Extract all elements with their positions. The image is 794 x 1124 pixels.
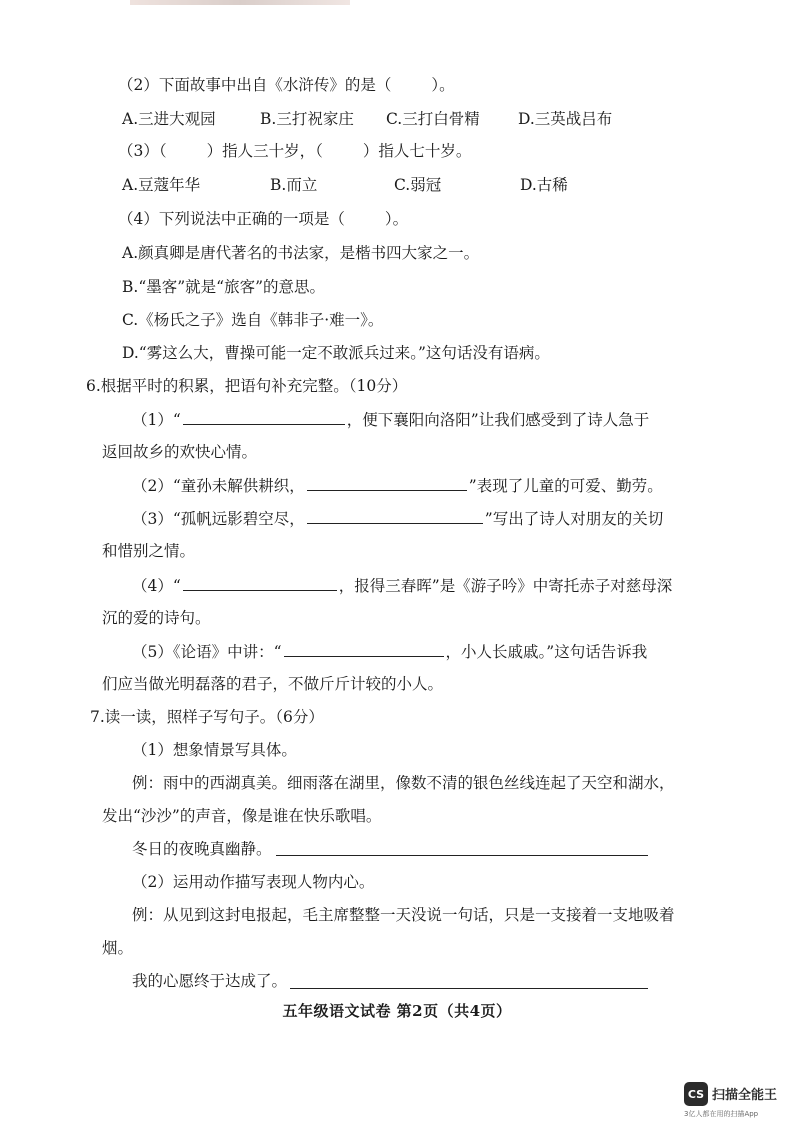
option-d: D.三英战吕布 (518, 110, 613, 128)
scan-smudge (130, 0, 350, 5)
q7-2-example-cont: 烟。 (102, 939, 134, 957)
option-a: A.豆蔻年华 (122, 176, 201, 194)
q7-2-example: 例：从见到这封电报起，毛主席整整一天没说一句话，只是一支接着一支地吸着 (132, 906, 675, 924)
q6-4: （4）“ ，报得三春晖”是《游子吟》中寄托赤子对慈母深 (132, 574, 672, 597)
q7-2-prompt: 我的心愿终于达成了。 (132, 972, 288, 990)
q7-1-label: （1）想象情景写具体。 (132, 741, 297, 759)
option-c: C.三打白骨精 (386, 110, 480, 128)
bleed-through-text (560, 130, 638, 149)
q7-title: 7.读一读，照样子写句子。（6分） (90, 708, 324, 726)
q5-4-stem: （4）下列说法中正确的一项是（ ）。 (118, 210, 409, 228)
q5-4-option-b: B.“墨客”就是“旅客”的意思。 (122, 278, 326, 296)
q6-1-cont: 返回故乡的欢快心情。 (102, 443, 258, 461)
scanner-watermark (684, 1082, 794, 1122)
q7-2-label: （2）运用动作描写表现人物内心。 (132, 873, 375, 891)
option-c: C.弱冠 (394, 176, 442, 194)
q5-2-stem: （2）下面故事中出自《水浒传》的是（ ）。 (118, 76, 455, 94)
q6-3-cont: 和惜别之情。 (102, 542, 196, 560)
q6-4-cont: 沉的爱的诗句。 (102, 609, 211, 627)
answer-line[interactable] (290, 987, 648, 989)
option-b: B.三打祝家庄 (260, 110, 354, 128)
page-footer: 五年级语文试卷 第2页（共4页） (282, 1002, 512, 1020)
q6-title: 6.根据平时的积累，把语句补充完整。（10分） (86, 377, 408, 395)
camscanner-logo-icon: CS (684, 1082, 708, 1106)
answer-line[interactable] (276, 854, 648, 856)
q5-3-stem: （3）（ ）指人三十岁，（ ）指人七十岁。 (118, 142, 472, 160)
q6-5: （5）《论语》中讲：“ ，小人长戚戚。”这句话告诉我 (132, 640, 647, 663)
q6-2: （2）“童孙未解供耕织， ”表现了儿童的可爱、勤劳。 (132, 474, 663, 497)
answer-blank[interactable] (307, 507, 483, 524)
q6-3: （3）“孤帆远影碧空尽， ”写出了诗人对朋友的关切 (132, 507, 663, 530)
watermark-name: 扫描全能王 (712, 1088, 778, 1103)
q7-1-example-cont: 发出“沙沙”的声音，像是谁在快乐歌唱。 (102, 807, 382, 825)
answer-blank[interactable] (183, 574, 337, 591)
q7-1-example: 例：雨中的西湖真美。细雨落在湖里，像数不清的银色丝线连起了天空和湖水， (132, 774, 675, 792)
q5-4-option-d: D.“雾这么大，曹操可能一定不敢派兵过来。”这句话没有语病。 (122, 344, 550, 362)
q7-1-prompt: 冬日的夜晚真幽静。 (132, 840, 272, 858)
answer-blank[interactable] (284, 640, 444, 657)
answer-blank[interactable] (183, 408, 345, 425)
option-d: D.古稀 (520, 176, 568, 194)
watermark-subtitle: 3亿人都在用的扫描App (684, 1110, 759, 1118)
q6-5-cont: 们应当做光明磊落的君子，不做斤斤计较的小人。 (102, 675, 444, 693)
answer-blank[interactable] (307, 474, 467, 491)
q5-4-option-a: A.颜真卿是唐代著名的书法家，是楷书四大家之一。 (122, 244, 480, 262)
q5-4-option-c: C.《杨氏之子》选自《韩非子·难一》。 (122, 311, 384, 329)
option-a: A.三进大观园 (122, 110, 216, 128)
q6-1: （1）“ ，便下襄阳向洛阳”让我们感受到了诗人急于 (132, 408, 649, 431)
option-b: B.而立 (270, 176, 318, 194)
